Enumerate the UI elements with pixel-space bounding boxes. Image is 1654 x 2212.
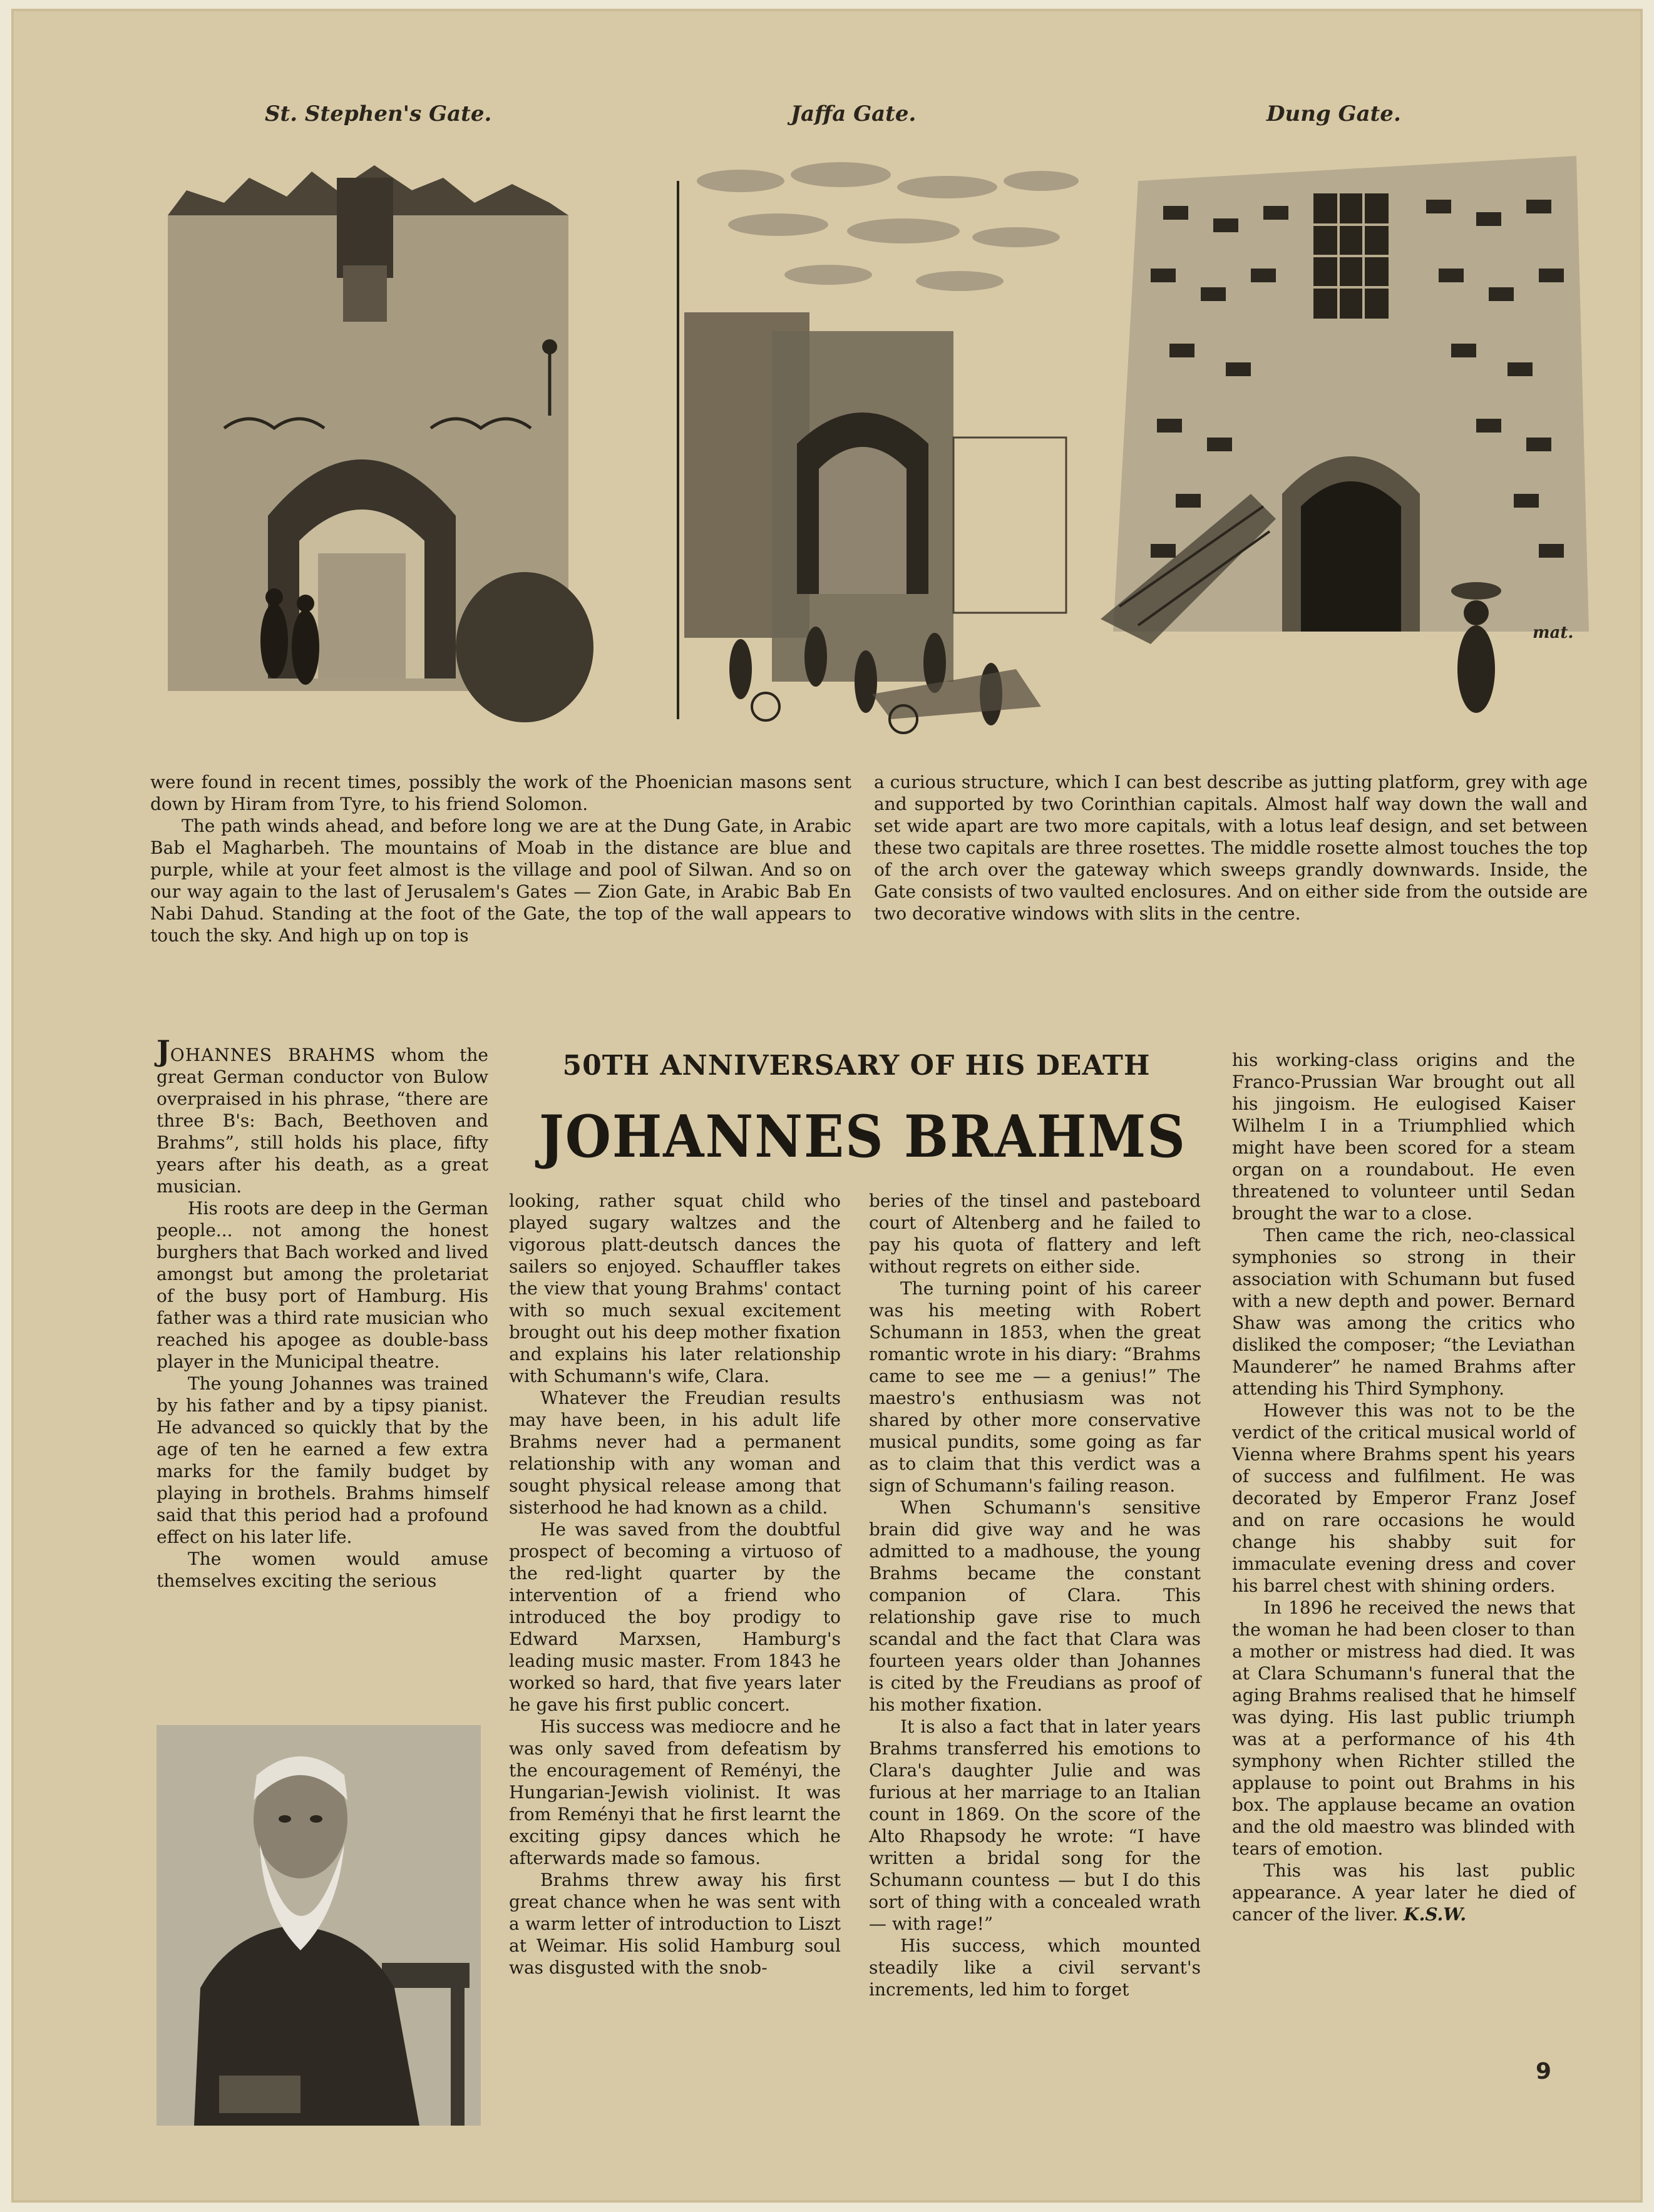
article-paragraph: His roots are deep in the German people... not among the honest burghers that Bach worked and lived amongst but among the proletariat of the busy port of Hamburg. His father was a third rate musician who reached his apogee as double-bass player in the Municipal theatre. bbox=[157, 1198, 488, 1372]
st-stephens-gate-illustration bbox=[149, 165, 625, 747]
lead-caps: OHANNES BRAHMS bbox=[170, 1045, 376, 1065]
article-kicker: 50TH ANNIVERSARY OF HIS DEATH bbox=[562, 1050, 1151, 1082]
article-paragraph: However this was not to be the verdict of the critical musical world of Vienna where Brahms spent his years of success and fulfilment. He was decorated by Emperor Franz Josef and on rare occasions he would change his shabby suit for immaculate evening dress and cover his barrel chest with shining orders. bbox=[1232, 1400, 1575, 1596]
caption-st-stephens-gate: St. Stephen's Gate. bbox=[265, 101, 492, 126]
lead-paragraph bbox=[157, 1034, 488, 1197]
drop-cap: J bbox=[157, 1034, 170, 1068]
brahms-column-1 bbox=[157, 1034, 488, 1592]
brahms-column-3 bbox=[869, 1190, 1201, 2000]
magazine-page bbox=[11, 9, 1643, 2203]
lead-text: whom the great German conductor von Bulow overpraised in his phrase, “there are three B's: Bach, Beethoven and Brahms”, still holds his place, fifty years after his death, as a great musician. bbox=[157, 1045, 488, 1197]
article-paragraph: Brahms threw away his first great chance when he was sent with a warm letter of introduction to Liszt at Weimar. His solid Hamburg soul was disgusted with the snob- bbox=[509, 1870, 841, 1978]
article-paragraph: Whatever the Freudian results may have been, in his adult life Brahms never had a permanent relationship with any woman and sought physical release among that sisterhood he had known as a child. bbox=[509, 1388, 841, 1518]
brahms-column-4 bbox=[1232, 1049, 1575, 1925]
jaffa-gate-illustration bbox=[665, 156, 1091, 747]
brahms-portrait-photo bbox=[157, 1725, 481, 2126]
illustrator-signature: mat. bbox=[1533, 623, 1574, 642]
article-paragraph: The women would amuse themselves exciting the serious bbox=[157, 1549, 488, 1591]
gates-article-right-column bbox=[874, 771, 1588, 924]
gates-paragraph: were found in recent times, possibly the work of the Phoenician masons sent down by Hiram from Tyre, to his friend Solomon. bbox=[150, 772, 851, 814]
closing-text: This was his last public appearance. A year later he died of cancer of the liver. bbox=[1232, 1860, 1575, 1925]
article-paragraph: His success, which mounted steadily like a civil servant's increments, led him to forget bbox=[869, 1935, 1201, 2000]
article-paragraph: The young Johannes was trained by his father and by a tipsy pianist. He advanced so quickly that by the age of ten he earned a few extra marks for the family budget by playing in brothels. Brahms himself said that this period had a profound effect on his later life. bbox=[157, 1373, 488, 1547]
article-paragraph: Then came the rich, neo-classical symphonies so strong in their association with Schumann but fused with a new depth and power. Bernard Shaw was among the critics who disliked the composer; “the Leviathan Maunderer” he named Brahms after attending his Third Symphony. bbox=[1232, 1225, 1575, 1399]
article-paragraph: beries of the tinsel and pasteboard court of Altenberg and he failed to pay his quota of flattery and left without regrets on either side. bbox=[869, 1190, 1201, 1277]
brahms-column-2 bbox=[509, 1190, 841, 1979]
article-paragraph bbox=[1232, 1860, 1575, 1925]
article-title: JOHANNES BRAHMS bbox=[539, 1102, 1186, 1170]
gates-article-left-column bbox=[150, 771, 851, 946]
article-paragraph: In 1896 he received the news that the woman he had been closer to than a mother or mistress had died. It was at Clara Schumann's funeral that the aging Brahms realised that he himself was dying. His last public triumph was at a performance of his 4th symphony when Richter stilled the applause to point out Brahms in his box. The applause became an ovation and the old maestro was blinded with tears of emotion. bbox=[1232, 1597, 1575, 1859]
article-paragraph: looking, rather squat child who played sugary waltzes and the vigorous platt-deutsch dances the sailers so enjoyed. Schauffler takes the view that young Brahms' contact with so much sexual excitement brought out his deep mother fixation and explains his later relationship with Schumann's wife, Clara. bbox=[509, 1190, 841, 1386]
article-paragraph: He was saved from the doubtful prospect of becoming a virtuoso of the red-light quarter by the intervention of a friend who introduced the boy prodigy to Edward Marxsen, Hamburg's leading music master. From 1843 he worked so hard, that five years later he gave his first public concert. bbox=[509, 1519, 841, 1715]
article-paragraph: It is also a fact that in later years Brahms transferred his emotions to Clara's daughter Julie and was furious at her marriage to an Italian count in 1869. On the score of the Alto Rhapsody he wrote: “I have written a bridal song for the Schumann countess — but I do this sort of thing with a concealed wrath — with rage!” bbox=[869, 1716, 1201, 1934]
article-paragraph: his working-class origins and the Franco-Prussian War brought out all his jingoism. He eulogised Kaiser Wilhelm I in a Triumphlied which might have been scored for a steam organ on a roundabout. He even threatened to volunteer until Sedan brought the war to a close. bbox=[1232, 1050, 1575, 1224]
article-paragraph: When Schumann's sensitive brain did give way and he was admitted to a madhouse, the young Brahms became the constant companion of Clara. This relationship gave rise to much scandal and the fact that Clara was fourteen years older than Johannes is cited by the Freudians as proof of his mother fixation. bbox=[869, 1497, 1201, 1715]
gates-paragraph: The path winds ahead, and before long we are at the Dung Gate, in Arabic Bab el Magharbeh. The mountains of Moab in the distance are blue and purple, while at your feet almost is the village and pool of Silwan. And so on our way again to the last of Jerusalem's Gates — Zion Gate, in Arabic Bab En Nabi Dahud. Standing at the foot of the Gate, the top of the wall appears to touch the sky. And high up on top is bbox=[150, 816, 851, 946]
caption-jaffa-gate: Jaffa Gate. bbox=[791, 101, 917, 126]
dung-gate-illustration bbox=[1076, 143, 1595, 732]
caption-dung-gate: Dung Gate. bbox=[1266, 101, 1401, 126]
article-paragraph: The turning point of his career was his meeting with Robert Schumann in 1853, when the great romantic wrote in his diary: “Brahms came to see me — a genius!” The maestro's enthusiasm was not shared by other more conservative musical pundits, some going as far as to claim that this verdict was a sign of Schumann's failing reason. bbox=[869, 1278, 1201, 1496]
author-signature: K.S.W. bbox=[1404, 1904, 1467, 1925]
gates-paragraph: a curious structure, which I can best describe as jutting platform, grey with age and supported by two Corinthian capitals. Almost half way down the wall and set wide apart are two more capitals, with a lotus leaf design, and set between these two capitals are three rosettes. The middle rosette almost touches the top of the arch over the gateway which sweeps grandly downwards. Inside, the Gate consists of two vaulted enclosures. And on either side from the outside are two decorative windows with slits in the centre. bbox=[874, 772, 1588, 924]
page-number: 9 bbox=[1536, 2059, 1552, 2084]
article-paragraph: His success was mediocre and he was only saved from defeatism by the encouragement of Reményi, the Hungarian-Jewish violinist. It was from Reményi that he first learnt the exciting gipsy dances which he afterwards made so famous. bbox=[509, 1716, 841, 1868]
